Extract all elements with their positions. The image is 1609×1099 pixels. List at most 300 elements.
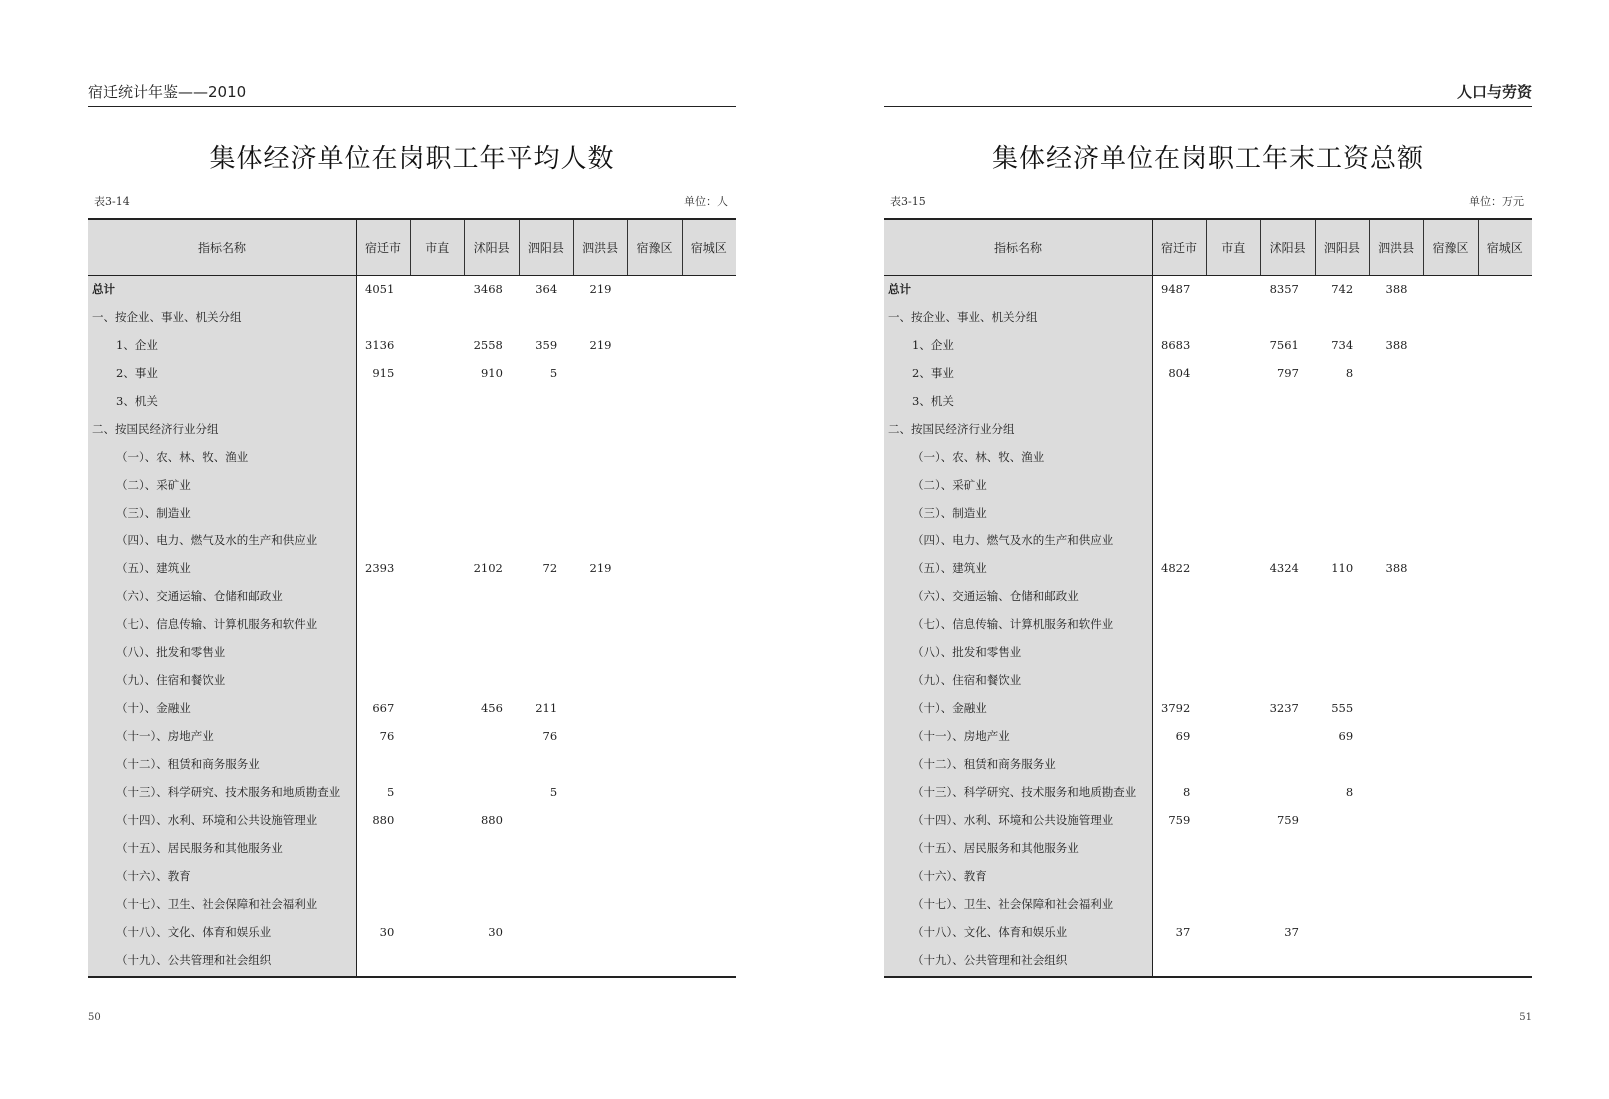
cell-value: [1303, 472, 1353, 500]
row-label: （二）、采矿业: [116, 477, 191, 492]
cell-value: 364: [535, 282, 558, 296]
cell-value: [1195, 472, 1245, 500]
cell-value: 76: [542, 729, 558, 743]
row-label: （十）、金融业: [912, 701, 987, 716]
cell-value: [1140, 751, 1190, 779]
cell-value: [1412, 695, 1462, 723]
cell-value: [1412, 611, 1462, 639]
cell-value: [562, 527, 612, 555]
cell-value: [1412, 360, 1462, 388]
cell-value: [1466, 527, 1516, 555]
column-header: 沭阳县: [1261, 220, 1316, 275]
cell-value: [1358, 835, 1408, 863]
table-row: [88, 807, 736, 835]
cell-value: [1303, 891, 1353, 919]
table-row: [884, 667, 1532, 695]
row-label: （十八）、文化、体育和娱乐业: [912, 924, 1068, 939]
cell-value: [1249, 416, 1299, 444]
row-label: （九）、住宿和餐饮业: [912, 673, 1022, 688]
table-row: [88, 891, 736, 919]
cell-value: [562, 919, 612, 947]
cell-value: [453, 472, 503, 500]
table-row: [88, 332, 736, 360]
cell-value: [453, 583, 503, 611]
cell-value: [1358, 751, 1408, 779]
cell-value: [1195, 332, 1245, 360]
table-row: [884, 723, 1532, 751]
cell-value: [1249, 639, 1299, 667]
cell-value: [1466, 500, 1516, 528]
cell-value: [670, 360, 720, 388]
cell-value: [399, 416, 449, 444]
cell-value: [1303, 667, 1353, 695]
header-text: 宿迁统计年鉴——2010: [88, 83, 247, 101]
cell-value: [670, 891, 720, 919]
cell-value: [1466, 583, 1516, 611]
cell-value: [1412, 416, 1462, 444]
cell-value: [562, 611, 612, 639]
cell-value: [344, 891, 394, 919]
cell-value: [1358, 360, 1408, 388]
cell-value: [670, 919, 720, 947]
cell-value: [1249, 611, 1299, 639]
cell-value: [1412, 583, 1462, 611]
cell-value: [507, 807, 557, 835]
cell-value: [1249, 947, 1299, 975]
cell-value: [1466, 751, 1516, 779]
row-label: （一）、农、林、牧、渔业: [912, 449, 1045, 464]
cell-value: [1195, 863, 1245, 891]
cell-value: 910: [480, 365, 503, 380]
cell-value: [399, 304, 449, 332]
cell-value: [1466, 919, 1516, 947]
row-label: （十五）、居民服务和其他服务业: [116, 840, 283, 855]
cell-value: 3136: [365, 337, 395, 352]
cell-value: [1412, 751, 1462, 779]
row-label: 2、事业: [912, 365, 954, 380]
cell-value: 30: [488, 924, 503, 939]
cell-value: [344, 500, 394, 528]
cell-value: [616, 527, 666, 555]
row-label: （十）、金融业: [116, 701, 191, 716]
row-label: （十一）、房地产业: [912, 729, 1010, 743]
cell-value: [344, 667, 394, 695]
table-row: [88, 667, 736, 695]
cell-value: [453, 500, 503, 528]
cell-value: [1466, 472, 1516, 500]
cell-value: [1358, 891, 1408, 919]
cell-value: 5: [549, 365, 558, 380]
cell-value: [453, 723, 503, 751]
cell-value: [1195, 639, 1245, 667]
table-number: 表3-14: [94, 195, 130, 208]
cell-value: [562, 416, 612, 444]
cell-value: [399, 947, 449, 975]
table-row: [88, 583, 736, 611]
cell-value: [562, 472, 612, 500]
cell-value: 69: [1338, 729, 1354, 743]
cell-value: [1303, 527, 1353, 555]
cell-value: [1140, 444, 1190, 472]
cell-value: [1358, 416, 1408, 444]
cell-value: [507, 583, 557, 611]
column-header: 宿迁市: [1152, 220, 1207, 275]
table-row: [88, 947, 736, 975]
cell-value: [344, 835, 394, 863]
data-table: [88, 218, 736, 978]
cell-value: [507, 751, 557, 779]
cell-value: [1303, 947, 1353, 975]
table-row: [88, 500, 736, 528]
cell-value: [344, 639, 394, 667]
cell-value: 759: [1168, 812, 1191, 827]
cell-value: 37: [1175, 924, 1191, 939]
cell-value: [399, 695, 449, 723]
cell-value: [1358, 695, 1408, 723]
column-header: 宿豫区: [628, 220, 683, 275]
cell-value: [1195, 444, 1245, 472]
cell-value: [1195, 304, 1245, 332]
cell-value: [1466, 611, 1516, 639]
cell-value: [344, 416, 394, 444]
cell-value: [1303, 444, 1353, 472]
cell-value: 555: [1331, 701, 1354, 716]
cell-value: [344, 583, 394, 611]
cell-value: 388: [1385, 282, 1408, 296]
cell-value: [1466, 863, 1516, 891]
cell-value: [1195, 891, 1245, 919]
cell-value: [1466, 667, 1516, 695]
table-row: [884, 304, 1532, 332]
table-row: [88, 611, 736, 639]
cell-value: 30: [379, 924, 395, 939]
row-label: （五）、建筑业: [116, 561, 191, 576]
table-row: [88, 555, 736, 583]
cell-value: [1303, 583, 1353, 611]
table-row: [88, 751, 736, 779]
cell-value: 915: [372, 365, 395, 380]
column-header: 宿城区: [1486, 241, 1523, 255]
row-label: （十九）、公共管理和社会组织: [912, 952, 1068, 967]
cell-value: 219: [589, 282, 612, 296]
cell-value: 3237: [1269, 701, 1299, 716]
cell-value: [453, 304, 503, 332]
cell-value: [616, 388, 666, 416]
cell-value: [1195, 667, 1245, 695]
row-label: （三）、制造业: [116, 505, 191, 520]
table-row: [884, 360, 1532, 388]
cell-value: [1358, 611, 1408, 639]
cell-value: [616, 919, 666, 947]
row-label: （九）、住宿和餐饮业: [116, 673, 226, 688]
cell-value: [616, 891, 666, 919]
table-row: [884, 639, 1532, 667]
cell-value: [399, 555, 449, 583]
table-title: 集体经济单位在岗职工年平均人数: [209, 144, 615, 174]
row-label: 1、企业: [912, 337, 954, 352]
cell-value: [399, 583, 449, 611]
cell-value: [453, 863, 503, 891]
cell-value: [1140, 947, 1190, 975]
column-header-name: 指标名称: [88, 220, 357, 275]
cell-value: [1249, 444, 1299, 472]
cell-value: [670, 611, 720, 639]
cell-value: [1358, 639, 1408, 667]
cell-value: [1412, 444, 1462, 472]
cell-value: [1249, 527, 1299, 555]
cell-value: [562, 807, 612, 835]
table-row: [88, 304, 736, 332]
cell-value: [1303, 304, 1353, 332]
row-label: （五）、建筑业: [912, 561, 987, 576]
cell-value: [1412, 527, 1462, 555]
column-header: 泗洪县: [573, 220, 628, 275]
row-label: （一）、农、林、牧、渔业: [116, 449, 249, 464]
cell-value: 211: [535, 701, 558, 716]
table-row: [884, 919, 1532, 947]
cell-value: [670, 583, 720, 611]
cell-value: [670, 863, 720, 891]
cell-value: [1249, 751, 1299, 779]
table-row: [884, 500, 1532, 528]
cell-value: [344, 527, 394, 555]
cell-value: [1249, 835, 1299, 863]
cell-value: [616, 723, 666, 751]
row-label: 2、事业: [116, 365, 158, 380]
cell-value: [344, 388, 394, 416]
cell-value: [1412, 276, 1462, 304]
column-header: 市直: [410, 220, 465, 275]
cell-value: 5: [549, 784, 558, 799]
row-label: 总计: [888, 282, 911, 296]
cell-value: [507, 639, 557, 667]
cell-value: [1249, 667, 1299, 695]
cell-value: [399, 891, 449, 919]
cell-value: [1140, 388, 1190, 416]
cell-value: [399, 751, 449, 779]
table-row: [88, 639, 736, 667]
cell-value: [507, 891, 557, 919]
row-label: （十一）、房地产业: [116, 729, 214, 743]
table-row: [884, 416, 1532, 444]
table-row: [884, 863, 1532, 891]
column-header: 宿迁市: [356, 220, 411, 275]
cell-value: [616, 360, 666, 388]
cell-value: [1412, 500, 1462, 528]
row-label: 一、按企业、事业、机关分组: [888, 309, 1038, 324]
cell-value: [562, 863, 612, 891]
cell-value: [1249, 388, 1299, 416]
cell-value: [1466, 444, 1516, 472]
cell-value: 880: [372, 812, 395, 827]
cell-value: [1140, 527, 1190, 555]
cell-value: [399, 472, 449, 500]
table-row: [884, 444, 1532, 472]
cell-value: [1140, 583, 1190, 611]
row-label: 总计: [92, 282, 115, 296]
row-label: （十四）、水利、环境和公共设施管理业: [116, 812, 318, 827]
cell-value: [344, 611, 394, 639]
cell-value: [507, 416, 557, 444]
row-label: （十七）、卫生、社会保障和社会福利业: [116, 896, 318, 911]
cell-value: [399, 779, 449, 807]
cell-value: [507, 472, 557, 500]
cell-value: [1140, 416, 1190, 444]
cell-value: [1466, 276, 1516, 304]
cell-value: [616, 639, 666, 667]
cell-value: [616, 444, 666, 472]
left-page: [88, 0, 748, 1099]
cell-value: [1358, 500, 1408, 528]
cell-value: [670, 947, 720, 975]
cell-value: [1140, 611, 1190, 639]
table-row: [884, 891, 1532, 919]
column-header: 泗洪县: [1369, 220, 1424, 275]
cell-value: 742: [1331, 282, 1354, 296]
cell-value: [1358, 919, 1408, 947]
row-label: 二、按国民经济行业分组: [92, 421, 219, 436]
cell-value: 7561: [1269, 337, 1299, 352]
cell-value: [616, 695, 666, 723]
cell-value: [399, 723, 449, 751]
cell-value: [616, 779, 666, 807]
cell-value: [670, 779, 720, 807]
cell-value: [344, 472, 394, 500]
row-label: 3、机关: [116, 393, 158, 408]
cell-value: [1412, 667, 1462, 695]
cell-value: [1358, 444, 1408, 472]
cell-value: 9487: [1161, 282, 1191, 296]
table-row: [88, 835, 736, 863]
table-row: [884, 947, 1532, 975]
table-row: [884, 835, 1532, 863]
cell-value: [1249, 583, 1299, 611]
cell-value: 110: [1331, 561, 1354, 576]
cell-value: [562, 947, 612, 975]
row-label: 二、按国民经济行业分组: [888, 421, 1015, 436]
cell-value: 667: [372, 701, 395, 716]
cell-value: [1412, 919, 1462, 947]
cell-value: [1358, 723, 1408, 751]
cell-value: 5: [386, 784, 395, 799]
table-title: 集体经济单位在岗职工年末工资总额: [991, 144, 1424, 174]
cell-value: [1466, 695, 1516, 723]
cell-value: [562, 583, 612, 611]
cell-value: [399, 835, 449, 863]
cell-value: [1249, 472, 1299, 500]
cell-value: [1140, 500, 1190, 528]
cell-value: [562, 500, 612, 528]
cell-value: [399, 388, 449, 416]
cell-value: [453, 416, 503, 444]
cell-value: [1140, 472, 1190, 500]
cell-value: [562, 444, 612, 472]
cell-value: [1466, 779, 1516, 807]
cell-value: [399, 332, 449, 360]
cell-value: [399, 807, 449, 835]
cell-value: 72: [542, 561, 558, 576]
table-row: [88, 444, 736, 472]
cell-value: [453, 667, 503, 695]
cell-value: [1303, 639, 1353, 667]
cell-value: [670, 527, 720, 555]
cell-value: [399, 667, 449, 695]
cell-value: [1412, 639, 1462, 667]
cell-value: [1303, 919, 1353, 947]
cell-value: 37: [1284, 924, 1299, 939]
cell-value: [1303, 863, 1353, 891]
cell-value: [1195, 751, 1245, 779]
cell-value: [1140, 304, 1190, 332]
unit-label: 单位：万元: [1469, 195, 1524, 208]
row-label: （十四）、水利、环境和公共设施管理业: [912, 812, 1114, 827]
row-label: （十九）、公共管理和社会组织: [116, 952, 272, 967]
cell-value: [616, 276, 666, 304]
column-header: 沭阳县: [465, 220, 520, 275]
cell-value: [1466, 807, 1516, 835]
table-row: [88, 360, 736, 388]
cell-value: [453, 611, 503, 639]
page-number: 50: [88, 1012, 101, 1023]
cell-value: [1466, 891, 1516, 919]
cell-value: [670, 388, 720, 416]
cell-value: [344, 947, 394, 975]
cell-value: [670, 751, 720, 779]
cell-value: [1249, 723, 1299, 751]
cell-value: [1303, 500, 1353, 528]
cell-value: [562, 835, 612, 863]
table-row: [88, 695, 736, 723]
cell-value: [1195, 723, 1245, 751]
table-body: [884, 276, 1532, 974]
cell-value: 219: [589, 561, 612, 576]
cell-value: [1358, 779, 1408, 807]
cell-value: [616, 835, 666, 863]
header-text: 人口与劳资: [1456, 83, 1532, 101]
cell-value: [562, 360, 612, 388]
row-label: （六）、交通运输、仓储和邮政业: [116, 589, 283, 604]
cell-value: [1303, 751, 1353, 779]
cell-value: [1195, 555, 1245, 583]
cell-value: [1303, 807, 1353, 835]
cell-value: 4822: [1161, 561, 1191, 576]
cell-value: 2393: [365, 561, 395, 576]
cell-value: [344, 444, 394, 472]
cell-value: [507, 835, 557, 863]
cell-value: [670, 835, 720, 863]
table-row: [884, 751, 1532, 779]
cell-value: [1195, 779, 1245, 807]
cell-value: [1358, 667, 1408, 695]
cell-value: 388: [1385, 561, 1408, 576]
cell-value: 219: [589, 337, 612, 352]
cell-value: [1466, 947, 1516, 975]
cell-value: [1412, 863, 1462, 891]
cell-value: [616, 500, 666, 528]
right-page: [884, 0, 1544, 1099]
cell-value: [1412, 332, 1462, 360]
cell-value: [1412, 779, 1462, 807]
cell-value: 3468: [473, 282, 503, 296]
table-number: 表3-15: [890, 195, 926, 208]
table-row: [88, 919, 736, 947]
cell-value: [1466, 639, 1516, 667]
row-label: （十三）、科学研究、技术服务和地质勘查业: [116, 784, 341, 799]
cell-value: 388: [1385, 337, 1408, 352]
cell-value: [670, 639, 720, 667]
running-header: [884, 84, 1532, 107]
cell-value: [616, 751, 666, 779]
